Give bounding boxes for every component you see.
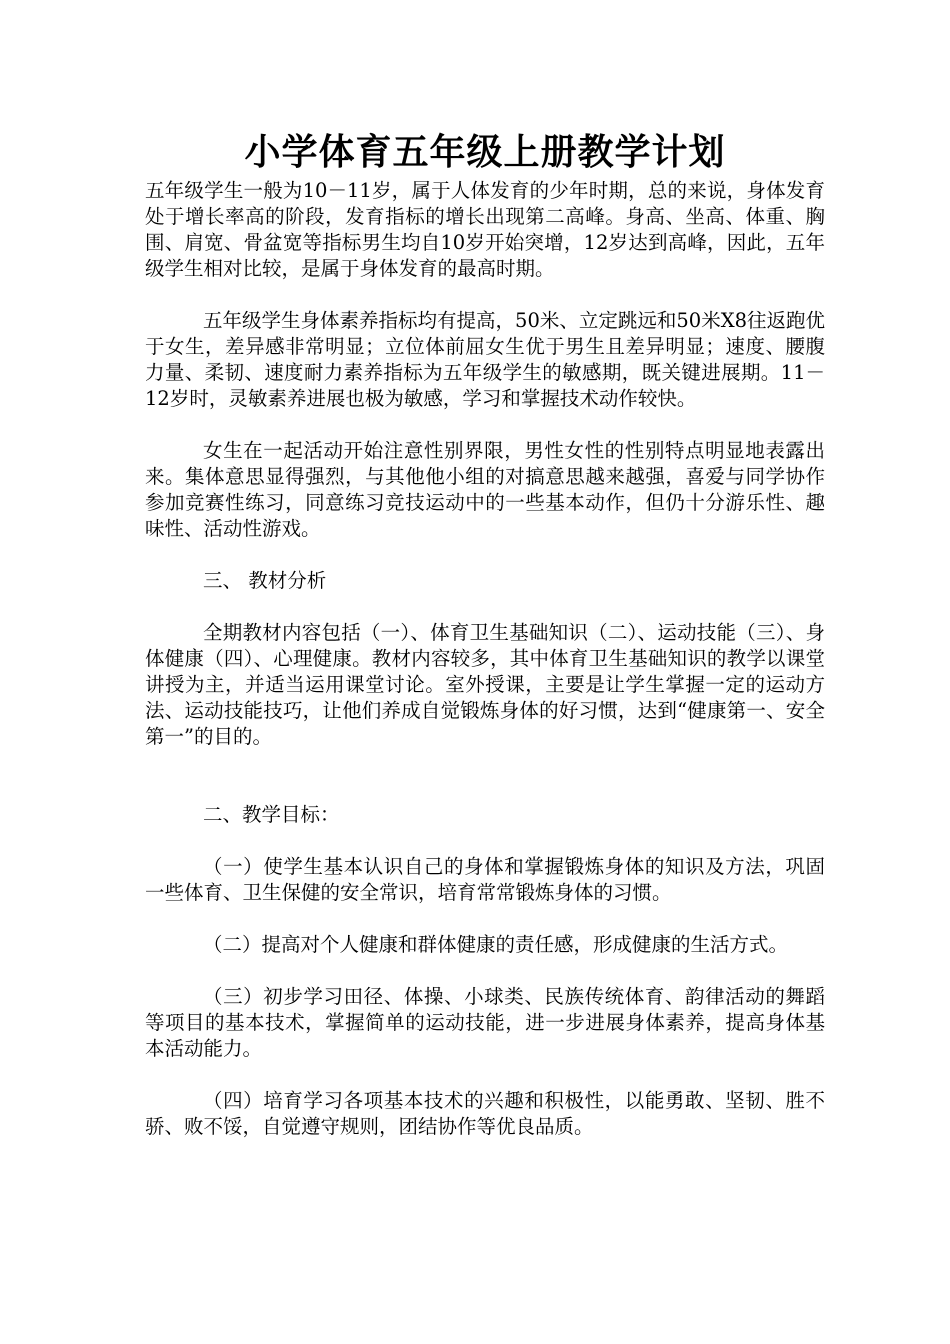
paragraph-student-development: 五年级学生一般为10－11岁，属于人体发育的少年时期，总的来说，身体发育处于增长率高的阶段，发育指标的增长出现第二高峰。身高、坐高、体重、胸围、肩宽、骨盆宽等指标男生均自10岁开始突增，12岁达到高峰，因此，五年级学生相对比较，是属于身体发育的最高时期。: [145, 179, 825, 280]
goal-item-1: （一）使学生基本认识自己的身体和掌握锻炼身体的知识及方法，巩固一些体育、卫生保健的安全常识，培育常常锻炼身体的习惯。: [145, 855, 825, 904]
goal-item-2: （二）提高对个人健康和群体健康的责任感，形成健康的生活方式。: [203, 933, 789, 956]
paragraph-physical-fitness: 五年级学生身体素养指标均有提高，50米、立定跳远和50米X8往返跑优于女生，差异感非常明显；立位体前屈女生优于男生且差异明显；速度、腰腹力量、柔韧、速度耐力素养指标为五年级学生的敏感期，既关键进展期。11－12岁时，灵敏素养进展也极为敏感，学习和掌握技术动作较快。: [145, 309, 825, 410]
section-heading-teaching-goals: 二、教学目标：: [203, 803, 340, 826]
document-page: [145, 128, 825, 1140]
paragraph-materials-content: 全期教材内容包括（一）、体育卫生基础知识（二）、运动技能（三）、身体健康（四）、心理健康。教材内容较多，其中体育卫生基础知识的教学以课堂讲授为主，并适当运用课堂讨论。室外授课，主要是让学生掌握一定的运动方法、运动技能技巧，让他们养成自觉锻炼身体的好习惯，达到“健康第一、安全第一”的目的。: [145, 621, 825, 748]
document-title: 小学体育五年级上册教学计划: [244, 131, 726, 173]
section-heading-materials-analysis: 三、 教材分析: [203, 569, 327, 592]
goal-item-4: （四）培育学习各项基本技术的兴趣和积极性，以能勇敢、坚韧、胜不骄、败不馁，自觉遵守规则，团结协作等优良品质。: [145, 1089, 825, 1138]
paragraph-gender-characteristics: 女生在一起活动开始注意性别界限，男性女性的性别特点明显地表露出来。集体意思显得强烈，与其他他小组的对搞意思越来越强，喜爱与同学协作参加竞赛性练习，同意练习竞技运动中的一些基本动作，但仍十分游乐性、趣味性、活动性游戏。: [145, 439, 825, 540]
goal-item-3: （三）初步学习田径、体操、小球类、民族传统体育、韵律活动的舞蹈等项目的基本技术，掌握简单的运动技能，进一步进展身体素养，提高身体基本活动能力。: [145, 985, 825, 1060]
